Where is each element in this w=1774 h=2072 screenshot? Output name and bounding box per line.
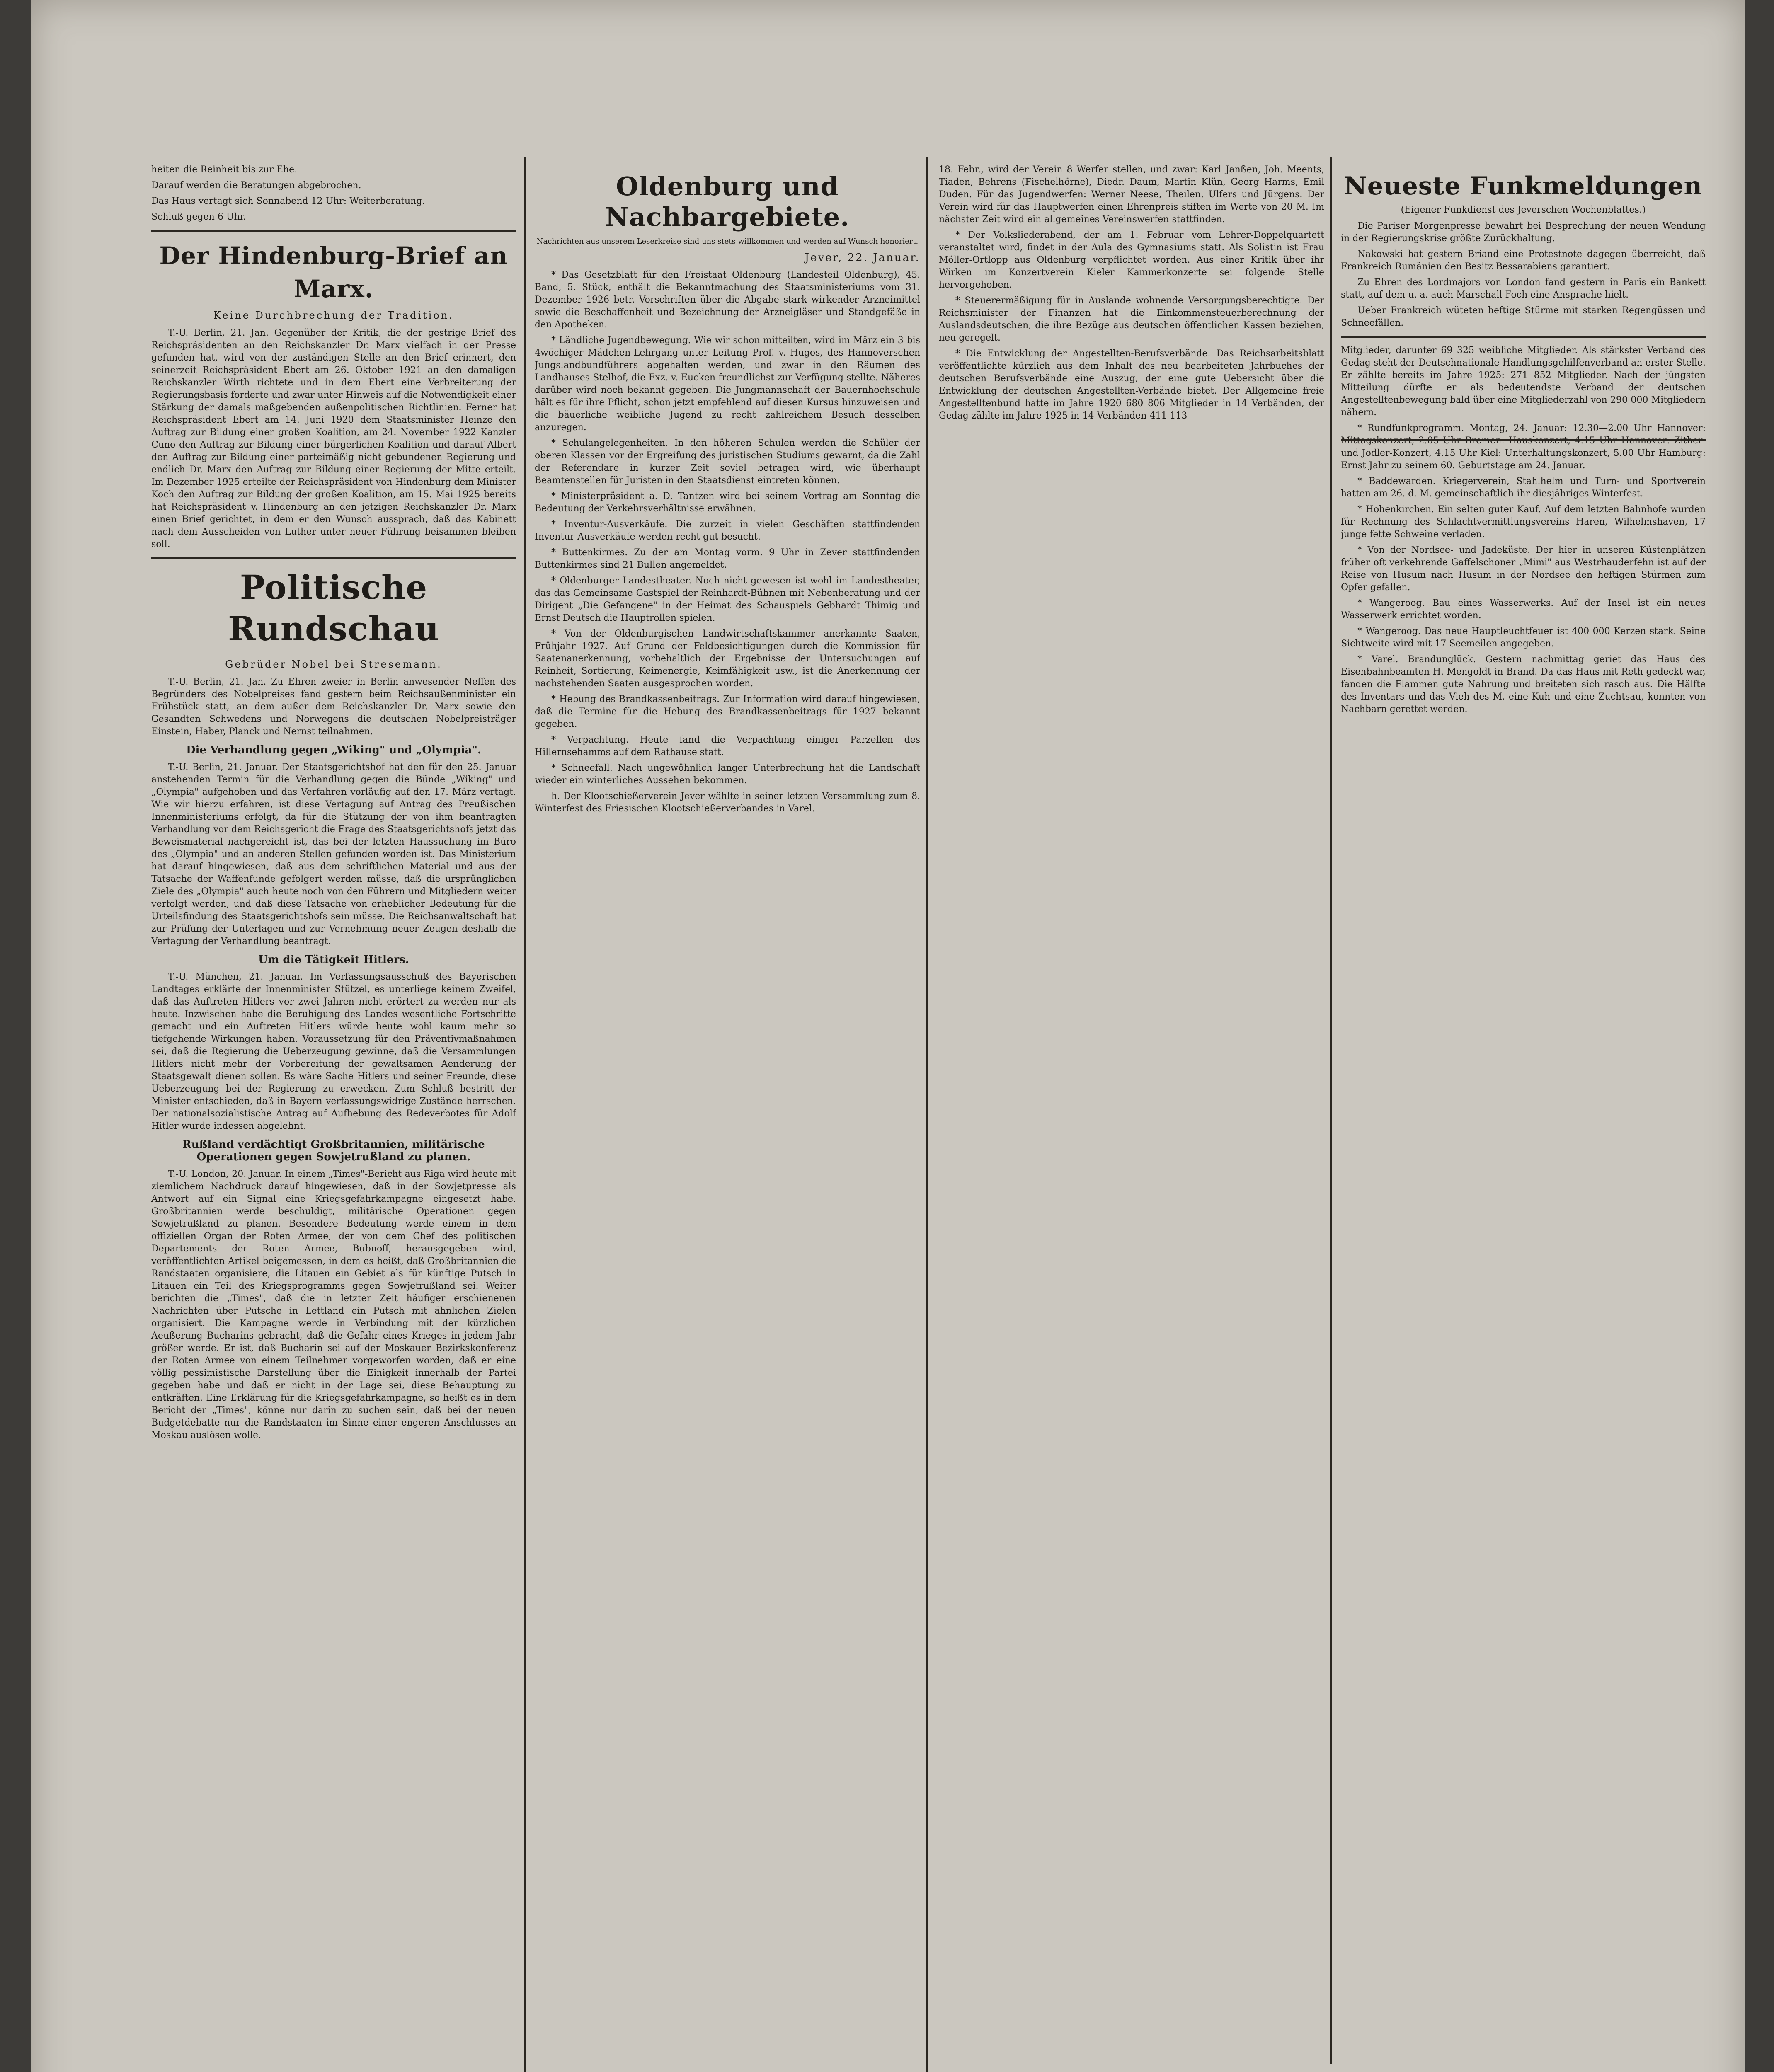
- column-2: [535, 164, 920, 2072]
- column4-paragraph: * Baddewarden. Kriegerverein, Stahlhelm und Turn- und Sportverein hatten am 26. d. M. gemeinschaftlich ihr diesjähriges Winterfest.: [1341, 476, 1706, 499]
- hitler-article: T.-U. München, 21. Januar. Im Verfassungsausschuß des Bayerischen Landtages erklärte der Innenminister Stützel, es unterliege keinem Zweifel, daß das Auftreten Hitlers vor zwei Jahren nicht erörtert zu werden nur als heute. Inzwischen habe die Beruhigung des Landes wesentliche Fortschritte gemacht und ein Auftreten Hitlers würde heute wohl kaum mehr so tiefgehende Wirkungen haben. Voraussetzung für den Präventivmaßnahmen sei, daß die Regierung die Ueberzeugung gewinne, daß die Versammlungen Hitlers nicht mehr der Vorbereitung der gewaltsamen Aenderung der Staatsgewalt dienen sollen. Es wäre Sache Hitlers und seiner Freunde, diese Ueberzeugung bei der Regierung zu erwecken. Zum Schluß bestritt der Minister entschieden, daß in Bayern verfassungswidrige Zustände herrschen. Der nationalsozialistische Antrag auf Aufhebung des Redeverbotes für Adolf Hitler wurde indessen abgelehnt.: [151, 972, 516, 1131]
- intro-line: Darauf werden die Beratungen abgebrochen.: [151, 180, 361, 191]
- column4-paragraph: * Von der Nordsee- und Jadeküste. Der hier in unseren Küstenplätzen früher oft verkehrende Gaffelschoner „Mimi" aus Westrhauderfehn ist auf der Reise von Husum nach Husum in der Nordsee den heftigen Stürmen zum Opfer gefallen.: [1341, 545, 1706, 593]
- section-rule: [151, 557, 516, 559]
- section-rule: [1341, 439, 1706, 441]
- wiking-article: T.-U. Berlin, 21. Januar. Der Staatsgerichtshof hat den für den 25. Januar anstehenden Termin für die Verhandlung gegen die Bünde „Wiking" und „Olympia" aufgehoben und das Verfahren vorläufig auf den 17. März vertagt. Wie wir hierzu erfahren, ist diese Vertagung auf Antrag des Preußischen Innenministeriums erfolgt, da für die Stützung der von ihm beantragten Verhandlung vor dem Reichsgericht die Frage des Staatsgerichtshofs jetzt das Beweismaterial nachgereicht ist, das bei der letzten Haussuchung im Büro des „Olympia" und an anderen Stellen gefunden worden ist. Das Ministerium hat darauf hingewiesen, daß aus dem schriftlichen Material und aus der Tatsache der Waffenfunde gefolgert werden müsse, daß die ursprünglichen Ziele des „Olympia" auch heute noch von den Führern und Mitgliedern weiter verfolgt werden, und daß diese Tatsache von erheblicher Bedeutung für die Urteilsfindung des Staatsgerichtshofs sein müsse. Die Reichsanwaltschaft hat zur Prüfung der Unterlagen und zur Vernehmung neuer Zeugen deshalb die Vertagung der Verhandlung beantragt.: [151, 762, 516, 946]
- column3-paragraph: 18. Febr., wird der Verein 8 Werfer stellen, und zwar: Karl Janßen, Joh. Meents, Tiaden, Behrens (Fischelhörne), Diedr. Daum, Martin Klün, Georg Harms, Emil Duden. Für das Jugendwerfen: Werner Neese, Theilen, Ulfers und Jürgens. Der Verein wird für das Hauptwerfen einen Ehrenpreis stiften im Werte von 20 M. Im nächster Zeit wird ein allgemeines Vereinswerfen stattfinden.: [939, 165, 1324, 225]
- local-news-paragraph: * Das Gesetzblatt für den Freistaat Oldenburg (Landesteil Oldenburg), 45. Band, 5. Stück, enthält die Bekanntmachung des Staatsministeriums vom 31. Dezember 1926 betr. Vorschriften über die Abgabe stark wirkender Arzneimittel sowie die Beschaffenheit und Bezeichnung der Arzneigläser und Standgefäße in den Apotheken.: [535, 270, 920, 330]
- hindenburg-article: T.-U. Berlin, 21. Jan. Gegenüber der Kritik, die der gestrige Brief des Reichspräsidenten an den Reichskanzler Dr. Marx vielfach in der Presse gefunden hat, wird von der zuständigen Stelle an den Brief erinnert, den seinerzeit Reichspräsident Ebert am 26. Oktober 1921 an den damaligen Reichskanzler Wirth richtete und in dem Ebert eine Verbreiterung der Regierungsbasis forderte und zwar unter Hinweis auf die Notwendigkeit einer Stärkung der damals maßgebenden außenpolitischen Richtlinien. Ferner hat Reichspräsident Ebert am 14. Juni 1920 dem Staatsminister Heinze den Auftrag zur Bildung einer großen Koalition, am 24. November 1922 Kanzler Cuno den Auftrag zur Bildung einer bürgerlichen Koalition und darauf Albert den Auftrag zur Bildung einer parteimäßig nicht gebundenen Regierung und endlich Dr. Marx den Auftrag zur Bildung einer Regierung der Mitte erteilt. Im Dezember 1925 erteilte der Reichspräsident von Hindenburg dem Minister Koch den Auftrag zur Bildung der großen Koalition, am 15. Mai 1925 bereits hat Reichspräsident v. Hindenburg an den jetzigen Reichskanzler Dr. Marx einen Brief gerichtet, in dem er den Wunsch aussprach, daß das Kabinett nach dem Ausscheiden von Luther unter neuer Führung beisammen bleiben soll.: [151, 328, 516, 549]
- local-news-paragraph: h. Der Klootschießerverein Jever wählte in seiner letzten Versammlung zum 8. Winterfest des Friesischen Klootschießerverbandes in Varel.: [535, 791, 920, 814]
- local-news-paragraph: * Ministerpräsident a. D. Tantzen wird bei seinem Vortrag am Sonntag die Bedeutung der Verkehrsverhältnisse erwähnen.: [535, 491, 920, 514]
- column-divider: [524, 157, 526, 2072]
- funk-bullet: Die Pariser Morgenpresse bewahrt bei Besprechung der neuen Wendung in der Regierungskrise größte Zurückhaltung.: [1341, 221, 1706, 244]
- russland-article: T.-U. London, 20. Januar. In einem „Times"-Bericht aus Riga wird heute mit ziemlichem Nachdruck darauf hingewiesen, daß in der Sowjetpresse als Antwort auf ein Signal eine Kriegsgefahrkampagne eingesetzt habe. Großbritannien werde beschuldigt, militärische Operationen gegen Sowjetrußland zu planen. Besondere Bedeutung werde einem in dem offiziellen Organ der Roten Armee, der von dem Chef des politischen Departements der Roten Armee, Bubnoff, herausgegeben wird, veröffentlichten Artikel beigemessen, in dem es heißt, daß Großbritannien die Randstaaten organisiere, die Litauen ein Gebiet als für künftige Putsch in Litauen ein Teil des Kriegsprogramms gegen Sowjetrußland sei. Weiter berichten die „Times", daß die in letzter Zeit häufiger erschienenen Nachrichten über Putsche in Lettland ein Putsch mit ähnlichen Zielen organisiert. Die Kampagne werde in Verbindung mit der kürzlichen Aeußerung Bucharins gebracht, daß die Gefahr eines Krieges in jedem Jahr größer werde. Er ist, daß Bucharin sei auf der Moskauer Bezirkskonferenz der Roten Armee von einem Teilnehmer vorgeworfen worden, daß er eine völlig pessimistische Darstellung über die Einigkeit innerhalb der Partei gegeben habe und daß er nicht in der Lage sei, diese Behauptung zu entkräften. Eine Erklärung für die Kriegsgefahrkampagne, so heißt es in dem Bericht der „Times", könne nur darin zu suchen sein, daß bei der neuen Budgetdebatte nur die Randstaaten im Sinne einer engeren Anschlusses an Moskau auslösen wolle.: [151, 1169, 516, 1440]
- hindenburg-subheadline: Keine Durchbrechung der Tradition.: [213, 310, 454, 321]
- local-news-paragraph: * Buttenkirmes. Zu der am Montag vorm. 9 Uhr in Zever stattfindenden Buttenkirmes sind 21 Bullen angemeldet.: [535, 547, 920, 570]
- column-divider: [1330, 157, 1332, 2064]
- column-4: [1341, 164, 1706, 2070]
- funk-bullet: Ueber Frankreich wüteten heftige Stürme mit starken Regengüssen und Schneefällen.: [1341, 305, 1706, 328]
- column3-paragraph: * Steuerermäßigung für in Auslande wohnende Versorgungsberechtigte. Der Reichsminister der Finanzen hat die Einkommensteuerberechnung der Auslandsdeutschen, die ihre Bezüge aus deutschen öffentlichen Kassen beziehen, neu geregelt.: [939, 295, 1324, 343]
- column-3: [939, 164, 1324, 2070]
- dateline: Jever, 22. Januar.: [805, 252, 920, 264]
- funk-headline: Neueste Funkmeldungen: [1344, 172, 1703, 201]
- local-news-paragraph: * Schneefall. Nach ungewöhnlich langer Unterbrechung hat die Landschaft wieder ein winterliches Aussehen bekommen.: [535, 763, 920, 786]
- section-rule: [1341, 336, 1706, 338]
- newspaper-page: [31, 0, 1745, 2072]
- oldenburg-note: Nachrichten aus unserem Leserkreise sind uns stets willkommen und werden auf Wunsch honoriert.: [536, 237, 919, 246]
- russland-subheadline: Rußland verdächtigt Großbritannien, militärische Operationen gegen Sowjetrußland zu planen.: [182, 1138, 485, 1163]
- column4-paragraph: * Wangeroog. Bau eines Wasserwerks. Auf der Insel ist ein neues Wasserwerk errichtet worden.: [1341, 598, 1706, 621]
- section-rule: [151, 230, 516, 232]
- funk-subheadline: (Eigener Funkdienst des Jeverschen Wochenblattes.): [1401, 205, 1646, 215]
- nobel-subheadline: Gebrüder Nobel bei Stresemann.: [225, 658, 442, 670]
- column4-paragraph: * Rundfunkprogramm. Montag, 24. Januar: 12.30—2.00 Uhr Hannover: Mittagskonzert, 2.05 Uhr Bremen: Hauskonzert, 4.15 Uhr Hannover: Zither- und Jodler-Konzert, 4.15 Uhr Kiel: Unterhaltungskonzert, 5.00 Uhr Hamburg: Ernst Jahr zu seinem 60. Geburtstage am 24. Januar.: [1341, 423, 1706, 471]
- hitler-subheadline: Um die Tätigkeit Hitlers.: [258, 954, 409, 966]
- intro-line: heiten die Reinheit bis zur Ehe.: [151, 165, 298, 175]
- intro-line: Das Haus vertagt sich Sonnabend 12 Uhr: Weiterberatung.: [151, 196, 425, 206]
- column-divider: [926, 157, 928, 2072]
- funk-bullet: Zu Ehren des Lordmajors von London fand gestern in Paris ein Bankett statt, auf dem u. a. auch Marschall Foch eine Ansprache hielt.: [1341, 277, 1706, 300]
- local-news-paragraph: * Oldenburger Landestheater. Noch nicht gewesen ist wohl im Landestheater, das das Gemeinsame Gastspiel der Reinhardt-Bühnen mit Nebenberatung und der Dirigent „Die Gefangene" in der Heimat des Schauspiels Gebhardt Thimig und Ernst Deutsch die Hauptrollen spielen.: [535, 576, 920, 623]
- hindenburg-headline: Der Hindenburg-Brief an Marx.: [159, 242, 508, 303]
- column3-paragraph: * Der Volksliederabend, der am 1. Februar vom Lehrer-Doppelquartett veranstaltet wird, findet in der Aula des Gymnasiums statt. Als Solistin ist Frau Möller-Ortlopp aus Oldenburg verpflichtet worden. Aus einer Kritik über ihr Wirken im Konzertverein Kieler Kammerkonzerte sei folgende Stelle hervorgehoben.: [939, 230, 1324, 290]
- column4-paragraph: * Wangeroog. Das neue Hauptleuchtfeuer ist 400 000 Kerzen stark. Seine Sichtweite wird mit 17 Seemeilen angegeben.: [1341, 626, 1706, 649]
- column4-paragraph: * Hohenkirchen. Ein selten guter Kauf. Auf dem letzten Bahnhofe wurden für Rechnung des Schlachtvermittlungsvereins Haren, Wilhelmshaven, 17 junge fette Schweine verladen.: [1341, 504, 1706, 540]
- local-news-paragraph: * Hebung des Brandkassenbeitrags. Zur Information wird darauf hingewiesen, daß die Termine für die Hebung des Brandkassenbeitrags für 1927 bekannt gegeben.: [535, 694, 920, 729]
- local-news-paragraph: * Verpachtung. Heute fand die Verpachtung einiger Parzellen des Hillernsehamms auf dem Rathause statt.: [535, 735, 920, 758]
- local-news-paragraph: * Ländliche Jugendbewegung. Wie wir schon mitteilten, wird im März ein 3 bis 4wöchiger Mädchen-Lehrgang unter Leitung Prof. v. Hugos, des Hannoverschen Jungslandbundführers abgehalten werden, und zwar in den Räumen des Landhauses Stelhof, die Exz. v. Eucken freundlichst zur Verfügung stellte. Näheres darüber wird noch bekannt gegeben. Die Jungmannschaft der Bauernhochschule hält es für ihre Pflicht, schon jetzt empfehlend auf diesen Kursus hinzuweisen und die bäuerliche weibliche Jugend zu recht zahlreichem Besuch desselben anzuregen.: [535, 335, 920, 433]
- column4-paragraph: * Varel. Brandunglück. Gestern nachmittag geriet das Haus des Eisenbahnbeamten H. Mengoldt in Brand. Da das Haus mit Reth gedeckt war, fanden die Flammen gute Nahrung und breiteten sich rasch aus. Die Hälfte des Inventars und das Vieh des M. eine Kuh und eine Zuchtsau, konnten von Nachbarn gerettet werden.: [1341, 654, 1706, 714]
- intro-line: Schluß gegen 6 Uhr.: [151, 212, 246, 222]
- nobel-article: T.-U. Berlin, 21. Jan. Zu Ehren zweier in Berlin anwesender Neffen des Begründers des Nobelpreises fand gestern beim Reichsaußenminister ein Frühstück statt, an dem außer dem Reichskanzler Dr. Marx sowie den Gesandten Schwedens und Norwegens die deutschen Nobelpreisträger Einstein, Haber, Planck und Nernst teilnahmen.: [151, 677, 516, 737]
- column4-paragraph: Mitglieder, darunter 69 325 weibliche Mitglieder. Als stärkster Verband des Gedag steht der Deutschnationale Handlungsgehilfenverband an erster Stelle. Er zählte bereits im Jahre 1925: 271 852 Mitglieder. Nach der jüngsten Mitteilung dürfte er als bedeutendste Verband der deutschen Angestelltenbewegung bald über eine Mitgliederzahl von 290 000 Mitgliedern nähern.: [1341, 345, 1706, 418]
- wiking-subheadline: Die Verhandlung gegen „Wiking" und „Olympia".: [186, 744, 482, 756]
- local-news-paragraph: * Von der Oldenburgischen Landwirtschaftskammer anerkannte Saaten, Frühjahr 1927. Auf Grund der Feldbesichtigungen durch die Kommission für Saatenanerkennung, vorbehaltlich der Ergebnisse der Untersuchungen auf Reinheit, Sortierung, Keimenergie, Keimfähigkeit usw., ist die Anerkennung der nachstehenden Saaten ausgesprochen worden.: [535, 629, 920, 689]
- column3-paragraph: * Die Entwicklung der Angestellten-Berufsverbände. Das Reichsarbeitsblatt veröffentlichte kürzlich aus dem Inhalt des neu bearbeiteten Jahrbuches der deutschen Berufsverbände eine Auszug, der eine gute Uebersicht über die Entwicklung der deutschen Angestellten-Verbände bietet. Der Allgemeine freie Angestelltenbund hatte im Jahre 1920 680 806 Mitglieder in 14 Verbänden, der Gedag zählte im Jahre 1925 in 14 Verbänden 411 113: [939, 349, 1324, 421]
- local-news-paragraph: * Schulangelegenheiten. In den höheren Schulen werden die Schüler der oberen Klassen vor der Ergreifung des juristischen Studiums gewarnt, da die Zahl der Referendare in kurzer Zeit soviel betragen wird, wie überhaupt Beamtenstellen für Juristen in den Staatsdienst eintreten können.: [535, 438, 920, 486]
- column-1: [151, 164, 516, 2072]
- local-news-paragraph: * Inventur-Ausverkäufe. Die zurzeit in vielen Geschäften stattfindenden Inventur-Ausverkäufe werden recht gut besucht.: [535, 519, 920, 542]
- oldenburg-headline: Oldenburg und Nachbargebiete.: [605, 171, 850, 232]
- rundschau-headline: Politische Rundschau: [228, 568, 439, 648]
- funk-bullet: Nakowski hat gestern Briand eine Protestnote dagegen überreicht, daß Frankreich Rumänien den Besitz Bessarabiens garantiert.: [1341, 249, 1706, 272]
